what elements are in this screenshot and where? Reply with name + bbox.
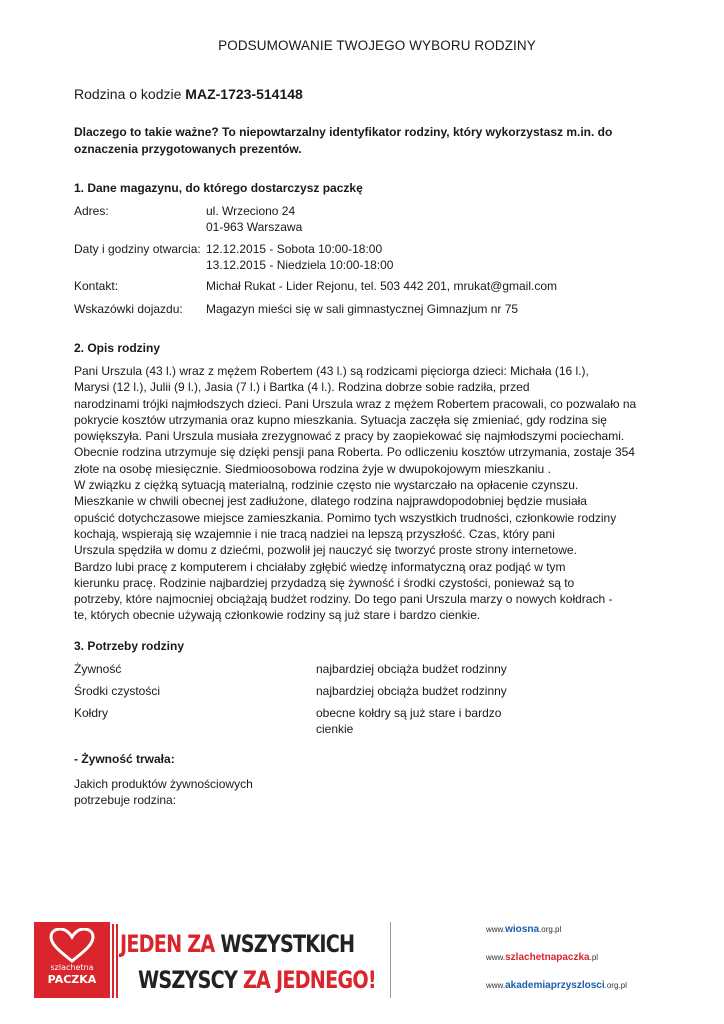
logo-line-1: szlachetna <box>50 963 94 972</box>
page-title: PODSUMOWANIE TWOJEGO WYBORU RODZINY <box>218 38 536 53</box>
decorative-bars <box>112 924 118 998</box>
address-label: Adres: <box>74 204 109 218</box>
opening-hours-label: Daty i godziny otwarcia: <box>74 242 201 256</box>
need-description: obecne kołdry są już stare i bardzo cienkie <box>316 706 502 736</box>
description-line: powiększyła. Pani Urszula musiała zrezygnować z pracy by zaopiekować się najmłodszymi pociechami. <box>74 429 625 444</box>
link-name: akademiaprzyszlosci <box>505 980 605 991</box>
durable-food-question: Jakich produktów żywnościowych potrzebuje rodzina: <box>74 777 253 807</box>
link-suffix: .org.pl <box>539 925 562 934</box>
link-prefix: www. <box>486 981 506 990</box>
link-akademiaprzyszlosci[interactable] <box>486 980 627 991</box>
logo-line-2: PACZKA <box>47 973 97 986</box>
description-line: złote na osobę miesięcznie. Siedmioosobowa rodzina żyje w dwupokojowym mieszkaniu . <box>74 461 551 476</box>
link-wiosna[interactable] <box>486 924 561 935</box>
need-name: Kołdry <box>74 706 109 720</box>
link-suffix: .pl <box>589 953 599 962</box>
slogan-line-2 <box>138 966 376 994</box>
description-line: te, których obecnie używają członkowie rodziny są już stare i bardzo cienkie. <box>74 608 481 623</box>
footer-banner <box>0 900 724 1010</box>
link-prefix: www. <box>486 925 506 934</box>
slogan-line-1 <box>120 930 354 958</box>
description-line: potrzeby, które najmocniej obciążają budżet rodziny. Do tego pani Urszula marzy o nowych kołdrach - <box>74 592 613 607</box>
slogan-part: WSZYSCY <box>138 966 243 994</box>
family-code-label: Rodzina o kodzie <box>74 86 182 102</box>
szlachetna-paczka-logo <box>34 922 110 998</box>
need-description: najbardziej obciąża budżet rodzinny <box>316 684 507 698</box>
heart-icon <box>48 928 96 964</box>
description-line: Bardzo lubi pracę z komputerem i chciałaby zgłębić wiedzę informatyczną oraz podjąć w tym <box>74 559 566 574</box>
slogan-part: JEDEN ZA <box>120 930 221 958</box>
description-line: Mieszkanie w chwili obecnej jest zadłużone, dlatego rodzina najprawdopodobniej będzie musiała <box>74 494 587 509</box>
slogan-part: WSZYSTKICH <box>220 930 355 958</box>
need-name: Środki czystości <box>74 684 161 698</box>
address-line-1: ul. Wrzeciono 24 <box>206 204 296 218</box>
why-important-note: Dlaczego to takie ważne? To niepowtarzalny identyfikator rodziny, który wykorzystasz m.in. do oznaczenia przygotowanych prezentów. <box>74 125 613 156</box>
contact-label: Kontakt: <box>74 279 119 293</box>
link-suffix: .org.pl <box>604 981 627 990</box>
description-line: opuścić dotychczasowe miejsce zamieszkania. Pomimo tych wszystkich trudności, członkowie rodziny <box>74 510 617 525</box>
description-line: Obecnie rodzina utrzymuje się dzięki pensji pana Roberta. Po odliczeniu kosztów utrzymania, zostaje 354 <box>74 445 635 460</box>
section-family-description-heading: 2. Opis rodziny <box>74 341 161 355</box>
address-line-2: 01-963 Warszawa <box>206 220 303 234</box>
contact-value: Michał Rukat - Lider Rejonu, tel. 503 442 201, mrukat@gmail.com <box>206 279 558 293</box>
description-line: Pani Urszula (43 l.) wraz z mężem Robertem (43 l.) są rodzicami pięciorga dzieci: Michała (16 l.), <box>74 364 589 378</box>
section-needs-heading: 3. Potrzeby rodziny <box>74 639 185 653</box>
slogan-part: ZA JEDNEGO! <box>242 966 376 994</box>
opening-hours-line-2: 13.12.2015 - Niedziela 10:00-18:00 <box>206 258 394 272</box>
link-szlachetnapaczka[interactable] <box>486 952 598 963</box>
link-name: szlachetnapaczka <box>505 952 590 963</box>
description-line: Marysi (12 l.), Julii (9 l.), Jasia (7 l.) i Bartka (4 l.). Rodzina dobrze sobie radziła, przed <box>74 380 530 395</box>
description-line: narodzinami trójki najmłodszych dzieci. Pani Urszula wraz z mężem Robertem pracowali, co pozwalało na <box>74 396 637 411</box>
need-name: Żywność <box>74 662 122 676</box>
description-line: W związku z ciężką sytuacją materialną, rodzinie często nie wystarczało na opłacenie czynszu. <box>74 478 579 493</box>
directions-value: Magazyn mieści się w sali gimnastycznej Gimnazjum nr 75 <box>206 302 519 316</box>
description-line: kochają, wspierają się wzajemnie i nie tracą nadziei na lepszą przyszłość. Czas, który pani <box>74 526 555 541</box>
description-line: pokrycie kosztów utrzymania oraz kupno mieszkania. Sytuacja zaczęła się zmieniać, gdy rodzina się <box>74 412 607 427</box>
description-line: Urszula spędziła w domu z dziećmi, pozwolił jej nauczyć się tworzyć proste strony internetowe. <box>74 543 577 558</box>
family-code: MAZ-1723-514148 <box>185 86 303 102</box>
footer-divider <box>390 922 391 998</box>
section-warehouse-heading: 1. Dane magazynu, do którego dostarczysz paczkę <box>74 181 363 195</box>
link-name: wiosna <box>505 924 540 935</box>
need-description: najbardziej obciąża budżet rodzinny <box>316 662 507 676</box>
family-description <box>74 363 642 624</box>
slogan <box>120 922 376 1000</box>
opening-hours-line-1: 12.12.2015 - Sobota 10:00-18:00 <box>206 242 383 256</box>
durable-food-heading: - Żywność trwała: <box>74 752 175 766</box>
directions-label: Wskazówki dojazdu: <box>74 302 183 316</box>
description-line: kierunku pracę. Rodzinie najbardziej przydadzą się żywność i środki czystości, ponieważ są to <box>74 575 575 590</box>
link-prefix: www. <box>486 953 506 962</box>
family-code-line <box>74 86 303 102</box>
